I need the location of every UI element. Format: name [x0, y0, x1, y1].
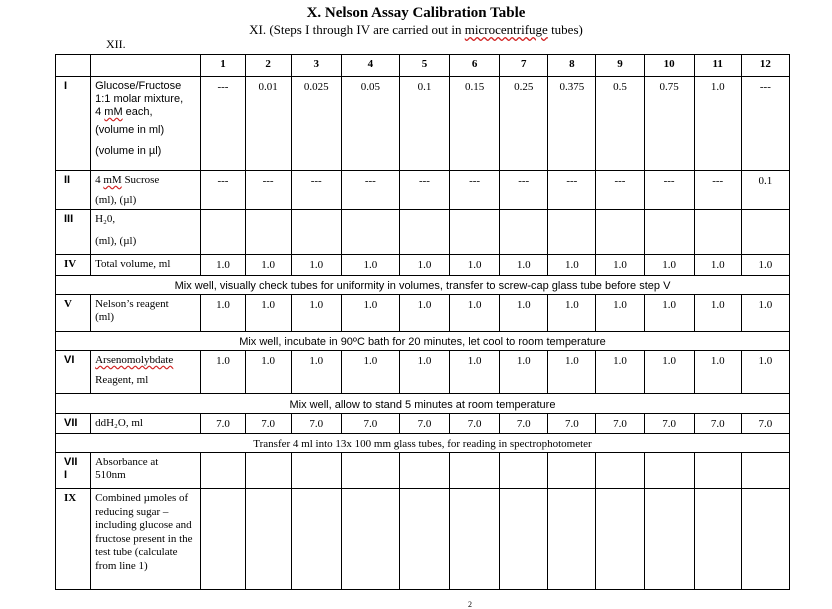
table-cell: 7.0: [644, 414, 694, 434]
table-cell: [291, 210, 341, 255]
table-cell: 1.0: [201, 255, 245, 276]
table-cell: 0.01: [245, 77, 291, 171]
table-cell: 1.0: [500, 295, 548, 332]
table-row: [56, 77, 790, 171]
row-number: IV: [56, 255, 91, 276]
table-cell: 1.0: [596, 255, 644, 276]
table-cell: [694, 489, 741, 590]
section-label: XII.: [106, 37, 126, 51]
table-cell: [245, 210, 291, 255]
row-label: H₂0, (ml), (µl): [91, 210, 201, 255]
instruction-row: [56, 394, 790, 414]
table-cell: 1.0: [450, 295, 500, 332]
table-cell: [596, 489, 644, 590]
table-cell: ---: [341, 171, 399, 210]
table-cell: 1.0: [548, 295, 596, 332]
table-cell: 1.0: [596, 295, 644, 332]
table-cell: 1.0: [399, 295, 449, 332]
table-cell: 1.0: [291, 295, 341, 332]
table-cell: 0.1: [741, 171, 789, 210]
table-row: [56, 453, 790, 489]
table-cell: 0.5: [596, 77, 644, 171]
row-number: VII: [56, 414, 91, 434]
table-cell: ---: [399, 171, 449, 210]
table-cell: 1.0: [245, 295, 291, 332]
table-cell: [741, 489, 789, 590]
table-cell: 7.0: [500, 414, 548, 434]
table-cell: 7.0: [201, 414, 245, 434]
table-cell: [291, 453, 341, 489]
table-row: [56, 295, 790, 332]
table-cell: [341, 210, 399, 255]
table-cell: 1.0: [341, 295, 399, 332]
table-cell: 1.0: [201, 295, 245, 332]
table-cell: 7.0: [694, 414, 741, 434]
page-subtitle: XI. (Steps I through IV are carried out in microcentrifuge tubes): [249, 22, 583, 37]
table-cell: [741, 210, 789, 255]
table-cell: 0.25: [500, 77, 548, 171]
table-cell: [500, 453, 548, 489]
instruction-row: [56, 332, 790, 351]
table-cell: 1.0: [596, 351, 644, 394]
table-cell: 1.0: [694, 295, 741, 332]
row-label: Total volume, ml: [91, 255, 201, 276]
instruction-row: [56, 276, 790, 295]
table-cell: [291, 489, 341, 590]
table-cell: [500, 210, 548, 255]
table-cell: [341, 489, 399, 590]
table-cell: ---: [201, 171, 245, 210]
table-cell: 7.0: [245, 414, 291, 434]
calibration-table: [55, 54, 790, 590]
instruction-row: [56, 434, 790, 453]
page-title: X. Nelson Assay Calibration Table: [306, 5, 526, 21]
table-cell: 1.0: [694, 351, 741, 394]
table-row: [56, 255, 790, 276]
table-cell: 1.0: [694, 77, 741, 171]
row-number: I: [56, 77, 91, 171]
table-row: [56, 210, 790, 255]
table-row: [56, 414, 790, 434]
row-label: Absorbance at 510nm: [91, 453, 201, 489]
table-cell: [644, 210, 694, 255]
header-row: [56, 55, 790, 77]
table-cell: 1.0: [245, 351, 291, 394]
table-cell: ---: [548, 171, 596, 210]
table-cell: 1.0: [341, 351, 399, 394]
table-cell: [741, 453, 789, 489]
table-cell: [596, 453, 644, 489]
table-cell: 1.0: [741, 351, 789, 394]
instruction-text: Mix well, allow to stand 5 minutes at room temperature: [56, 394, 790, 414]
table-cell: 1.0: [644, 255, 694, 276]
table-cell: [644, 489, 694, 590]
row-label: Combined µmoles of reducing sugar – including glucose and fructose present in the test tube (calculate from line 1): [91, 489, 201, 590]
page-number: 2: [468, 600, 472, 609]
table-cell: [201, 210, 245, 255]
table-cell: 1.0: [741, 295, 789, 332]
table-cell: [548, 453, 596, 489]
instruction-text: Mix well, incubate in 90ºC bath for 20 minutes, let cool to room temperature: [56, 332, 790, 351]
table-cell: 0.1: [399, 77, 449, 171]
table-cell: [399, 210, 449, 255]
table-cell: ---: [291, 171, 341, 210]
table-cell: [548, 210, 596, 255]
row-label: Nelson’s reagent (ml): [91, 295, 201, 332]
table-cell: ---: [450, 171, 500, 210]
table-cell: 0.375: [548, 77, 596, 171]
col-header: 11: [694, 55, 741, 77]
table-cell: [245, 489, 291, 590]
table-row: [56, 351, 790, 394]
col-header: 4: [341, 55, 399, 77]
table-cell: 7.0: [741, 414, 789, 434]
row-number: VII I: [56, 453, 91, 489]
table-cell: ---: [694, 171, 741, 210]
table-cell: [450, 453, 500, 489]
table-cell: ---: [644, 171, 694, 210]
col-header: 7: [500, 55, 548, 77]
table-cell: 1.0: [450, 351, 500, 394]
table-cell: 1.0: [399, 351, 449, 394]
row-number: VI: [56, 351, 91, 394]
table-cell: 1.0: [548, 351, 596, 394]
table-cell: ---: [596, 171, 644, 210]
table-cell: ---: [245, 171, 291, 210]
table-cell: 1.0: [399, 255, 449, 276]
row-label: Glucose/Fructose 1:1 molar mixture, 4 mM each, (volume in ml) (volume in µl): [91, 77, 201, 171]
col-header: 3: [291, 55, 341, 77]
table-cell: 1.0: [644, 295, 694, 332]
table-cell: 0.025: [291, 77, 341, 171]
table-cell: [644, 453, 694, 489]
row-label: ddH₂O, ml: [91, 414, 201, 434]
table-cell: 1.0: [500, 351, 548, 394]
table-cell: [694, 453, 741, 489]
row-number: III: [56, 210, 91, 255]
table-cell: ---: [201, 77, 245, 171]
table-cell: 1.0: [291, 255, 341, 276]
col-header: 9: [596, 55, 644, 77]
table-cell: 7.0: [548, 414, 596, 434]
table-cell: [399, 489, 449, 590]
table-cell: ---: [500, 171, 548, 210]
table-cell: 1.0: [741, 255, 789, 276]
table-cell: [548, 489, 596, 590]
table-cell: 0.75: [644, 77, 694, 171]
table-cell: 1.0: [245, 255, 291, 276]
table-row: [56, 489, 790, 590]
table-row: [56, 171, 790, 210]
table-cell: [596, 210, 644, 255]
table-cell: 0.15: [450, 77, 500, 171]
table-cell: 1.0: [291, 351, 341, 394]
table-cell: [341, 453, 399, 489]
row-number: V: [56, 295, 91, 332]
col-header: 6: [450, 55, 500, 77]
row-number: II: [56, 171, 91, 210]
table-cell: [201, 489, 245, 590]
table-cell: 1.0: [500, 255, 548, 276]
table-cell: [450, 210, 500, 255]
spellcheck-word: microcentrifuge: [464, 22, 548, 37]
table-cell: 0.05: [341, 77, 399, 171]
col-header: 1: [201, 55, 245, 77]
table-cell: [201, 453, 245, 489]
table-cell: 1.0: [341, 255, 399, 276]
instruction-text: Mix well, visually check tubes for uniformity in volumes, transfer to screw-cap glass tube before step V: [56, 276, 790, 295]
row-label: Arsenomolybdate Reagent, ml: [91, 351, 201, 394]
col-header: 10: [644, 55, 694, 77]
col-header: 12: [741, 55, 789, 77]
table-cell: 7.0: [596, 414, 644, 434]
table-cell: 7.0: [450, 414, 500, 434]
col-header: 8: [548, 55, 596, 77]
col-header: 5: [399, 55, 449, 77]
table-cell: ---: [741, 77, 789, 171]
row-number: IX: [56, 489, 91, 590]
row-label: 4 mM Sucrose (ml), (µl): [91, 171, 201, 210]
table-cell: [399, 453, 449, 489]
table-cell: 7.0: [291, 414, 341, 434]
col-header: 2: [245, 55, 291, 77]
table-cell: [450, 489, 500, 590]
table-cell: 7.0: [399, 414, 449, 434]
table-cell: 7.0: [341, 414, 399, 434]
table-cell: 1.0: [644, 351, 694, 394]
table-cell: 1.0: [201, 351, 245, 394]
table-cell: 1.0: [450, 255, 500, 276]
table-cell: [500, 489, 548, 590]
table-cell: [694, 210, 741, 255]
table-cell: [245, 453, 291, 489]
instruction-text: Transfer 4 ml into 13x 100 mm glass tubes, for reading in spectrophotometer: [56, 434, 790, 453]
table-cell: 1.0: [548, 255, 596, 276]
table-cell: 1.0: [694, 255, 741, 276]
